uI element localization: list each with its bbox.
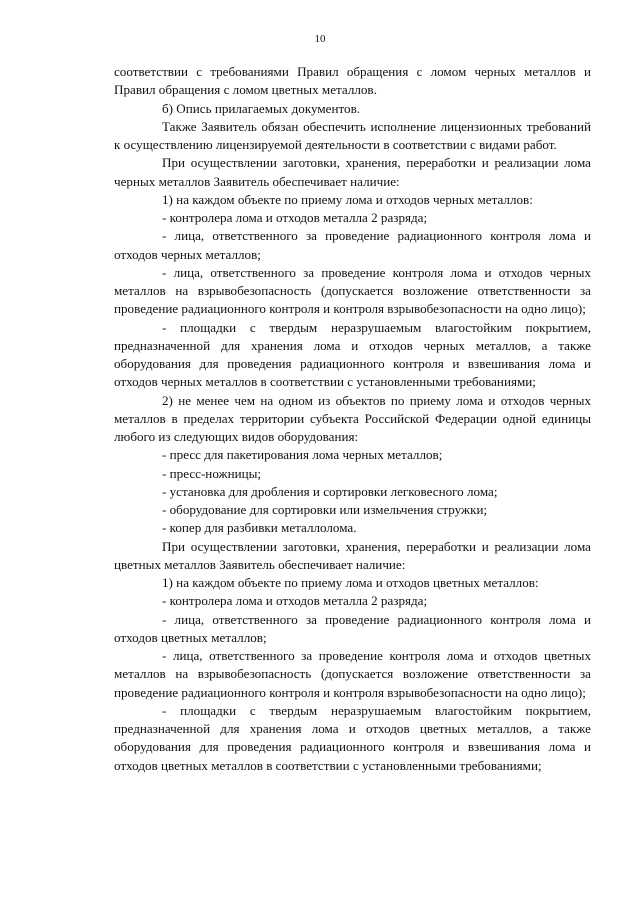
paragraph-document-list: б) Опись прилагаемых документов. (162, 100, 361, 116)
list-item: - контролера лома и отходов металла 2 разряда; (162, 210, 428, 225)
paragraph-ferrous-intro: При осуществлении заготовки, хранения, переработки и реализации лома черных металлов Заявитель обеспечивает наличие: (114, 155, 591, 189)
paragraph-ferrous-item-1: 1) на каждом объекте по приему лома и отходов черных металлов: (162, 191, 533, 207)
list-item: - лица, ответственного за проведение контроля лома и отходов черных металлов на взрывобезопасность (допускается возложение ответственности за проведение радиационного контроля и контроля взрывобезопасности на одно лицо); (114, 264, 591, 317)
list-item: - лица, ответственного за проведение радиационного контроля лома и отходов цветных металлов; (114, 611, 591, 645)
list-item: - площадки с твердым неразрушаемым влагостойким покрытием, предназначенной для хранения лома и отходов черных металлов, а также оборудования для проведения радиационного контроля и взвешивания лома и отходов черных металлов в соответствии с установленными требованиями; (114, 319, 591, 390)
paragraph-continuation: соответствии с требованиями Правил обращения с ломом черных металлов и Правил обращения с ломом цветных металлов. (114, 64, 591, 98)
list-item: - оборудование для сортировки или измельчения стружки; (162, 502, 488, 517)
list-item: - площадки с твердым неразрушаемым влагостойким покрытием, предназначенной для хранения лома и отходов цветных металлов, а также оборудования для проведения радиационного контроля и взвешивания лома и отходов цветных металлов в соответствии с установленными требованиями; (114, 702, 591, 773)
list-item: - лица, ответственного за проведение контроля лома и отходов цветных металлов на взрывобезопасность (допускается возложение ответственности за проведение радиационного контроля и контроля взрывобезопасности на одно лицо); (114, 648, 591, 700)
list-item: - пресс-ножницы; (162, 465, 262, 481)
list-item: - копер для разбивки металлолома. (162, 520, 357, 536)
document-body (114, 63, 591, 775)
paragraph-nonferrous-intro: При осуществлении заготовки, хранения, переработки и реализации лома цветных металлов Заявитель обеспечивает наличие: (114, 538, 591, 572)
list-item: - контролера лома и отходов металла 2 разряда; (162, 593, 428, 609)
paragraph-licensing-requirements: Также Заявитель обязан обеспечить исполнение лицензионных требований к осуществлению лицензируемой деятельности в соответствии с видами работ. (114, 118, 591, 152)
list-item: - установка для дробления и сортировки легковесного лома; (162, 483, 498, 499)
list-item: - пресс для пакетирования лома черных металлов; (162, 447, 443, 463)
list-item: - лица, ответственного за проведение радиационного контроля лома и отходов черных металлов; (114, 228, 591, 262)
paragraph-ferrous-item-2: 2) не менее чем на одном из объектов по приему лома и отходов черных металлов в пределах территории субъекта Российской Федерации одной единицы любого из следующих видов оборудования: (114, 392, 591, 444)
page-number: 10 (314, 33, 326, 45)
paragraph-nonferrous-item-1: 1) на каждом объекте по приему лома и отходов цветных металлов: (162, 575, 539, 590)
